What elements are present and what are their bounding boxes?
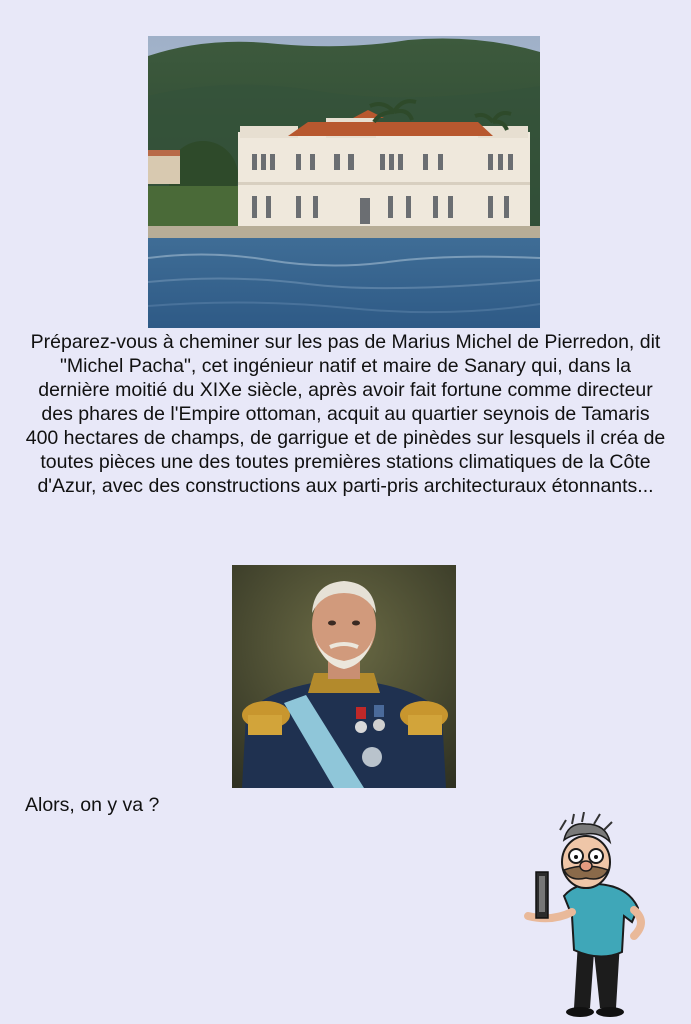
intro-paragraph: Préparez-vous à cheminer sur les pas de Marius Michel de Pierredon, dit "Michel Pacha", cet ingénieur natif et maire de Sanary qui, dans la dernière moitié du XIXe siècle, après avoir fait fortune comme directeur des phares de l'Empire ottoman, acquit au quartier seynois de Tamaris 400 hectares de champs, de garrigue et de pinèdes sur lesquels il créa de toutes pièces une des toutes premières stations climatiques de la Côte d'Azur, avec des constructions aux parti-pris architecturaux étonnants... bbox=[25, 331, 666, 497]
villa-photo bbox=[148, 36, 540, 328]
cartoon-guide-icon bbox=[516, 812, 656, 1020]
portrait-painting bbox=[232, 565, 456, 788]
closing-line: Alors, on y va ? bbox=[25, 794, 160, 816]
